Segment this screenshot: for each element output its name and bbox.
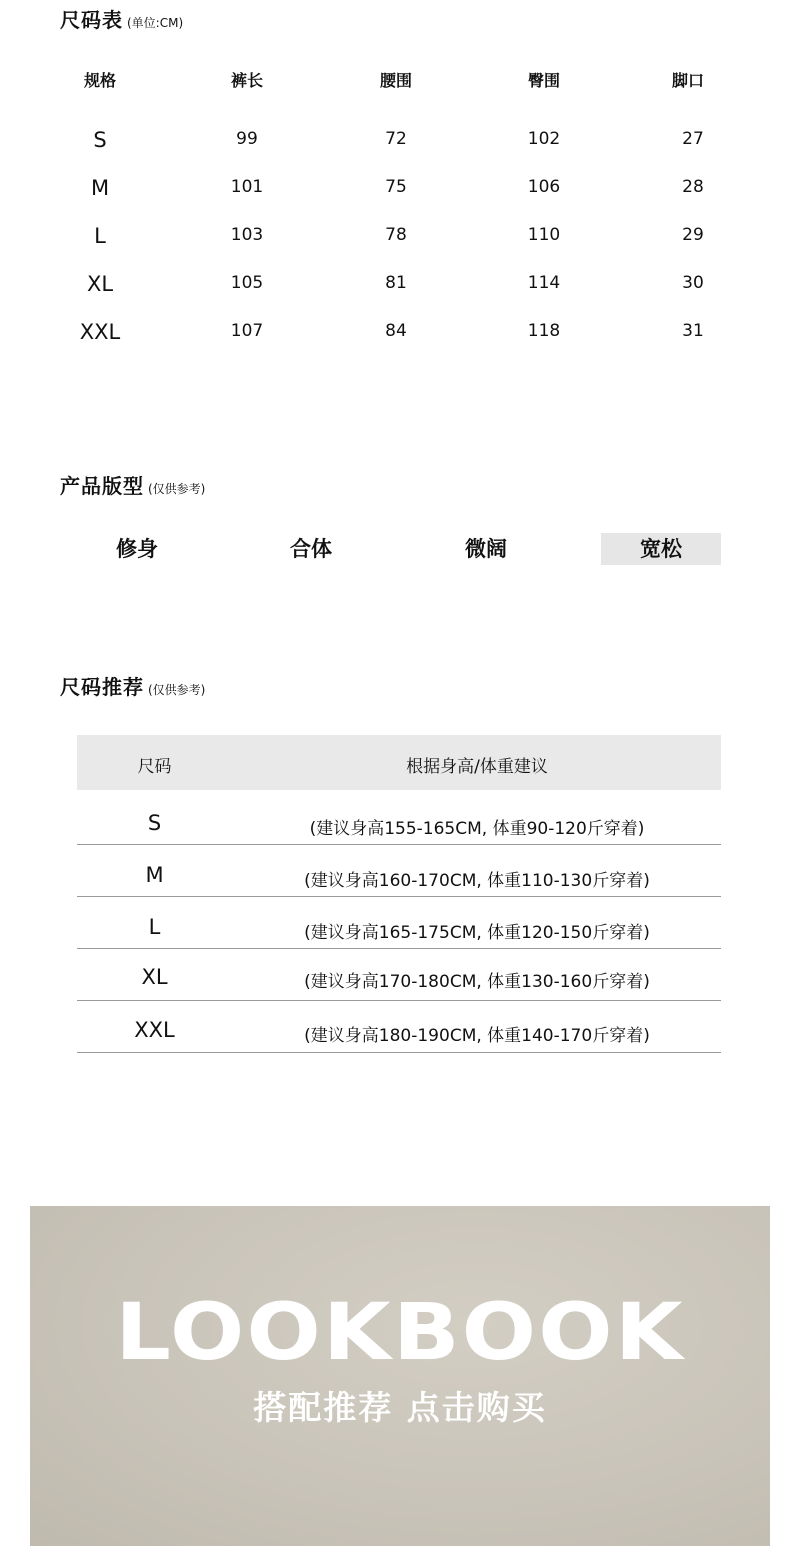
table-row xyxy=(77,793,721,845)
hip-cell: 106 xyxy=(527,177,561,197)
fit-option-slim: 修身 xyxy=(116,537,158,561)
size-cell: XXL xyxy=(79,320,121,344)
table-row xyxy=(77,897,721,949)
hem-cell: 30 xyxy=(682,273,704,293)
size-cell: L xyxy=(94,224,106,248)
size-chart-unit: (单位:CM) xyxy=(127,16,184,30)
waist-cell: 81 xyxy=(385,273,407,293)
hip-cell: 114 xyxy=(527,273,561,293)
table-row xyxy=(77,845,721,897)
recommend-advice: (建议身高180-190CM, 体重140-170斤穿着) xyxy=(304,1026,650,1046)
fit-option-loose-selected: 宽松 xyxy=(601,533,721,565)
fit-option-regular: 合体 xyxy=(290,537,332,561)
length-cell: 99 xyxy=(236,129,258,149)
hip-cell: 110 xyxy=(527,225,561,245)
fit-option-slightly-wide: 微阔 xyxy=(465,537,507,561)
size-chart-title xyxy=(60,4,183,33)
size-cell: S xyxy=(93,128,107,152)
lookbook-banner[interactable] xyxy=(30,1206,770,1546)
recommend-advice: (建议身高160-170CM, 体重110-130斤穿着) xyxy=(304,871,650,891)
fit-note: (仅供参考) xyxy=(148,482,206,496)
size-cell: M xyxy=(90,176,110,200)
size-chart-title-text: 尺码表 xyxy=(60,8,123,32)
recommend-size: L xyxy=(148,915,161,939)
header-length: 裤长 xyxy=(230,71,263,90)
hem-cell: 27 xyxy=(682,129,704,149)
table-row xyxy=(77,1001,721,1053)
fit-title xyxy=(60,470,205,499)
waist-cell: 84 xyxy=(385,321,407,341)
recommend-size: S xyxy=(147,811,162,835)
hip-cell: 118 xyxy=(527,321,561,341)
recommend-advice: (建议身高165-175CM, 体重120-150斤穿着) xyxy=(304,923,650,943)
waist-cell: 72 xyxy=(385,129,407,149)
length-cell: 101 xyxy=(230,177,264,197)
lookbook-title: LOOKBOOK xyxy=(115,1288,685,1378)
header-waist: 腰围 xyxy=(379,71,412,90)
recommend-table-header xyxy=(77,735,721,790)
fit-title-text: 产品版型 xyxy=(60,474,144,498)
length-cell: 103 xyxy=(230,225,264,245)
lookbook-cta[interactable]: 搭配推荐 点击购买 xyxy=(253,1388,547,1427)
recommend-size: M xyxy=(145,863,164,887)
recommend-size: XL xyxy=(141,965,168,989)
recommend-title-text: 尺码推荐 xyxy=(60,675,144,699)
waist-cell: 78 xyxy=(385,225,407,245)
table-row xyxy=(77,949,721,1001)
waist-cell: 75 xyxy=(385,177,407,197)
header-spec: 规格 xyxy=(83,71,116,90)
size-cell: XL xyxy=(86,272,114,296)
recommend-title xyxy=(60,671,205,700)
header-hip: 臀围 xyxy=(527,71,560,90)
hip-cell: 102 xyxy=(527,129,561,149)
hem-cell: 29 xyxy=(682,225,704,245)
recommend-advice: (建议身高155-165CM, 体重90-120斤穿着) xyxy=(309,819,645,839)
recommend-note: (仅供参考) xyxy=(148,683,206,697)
recommend-advice: (建议身高170-180CM, 体重130-160斤穿着) xyxy=(304,972,650,992)
length-cell: 105 xyxy=(230,273,264,293)
hem-cell: 28 xyxy=(682,177,704,197)
header-size: 尺码 xyxy=(137,757,172,777)
header-advice: 根据身高/体重建议 xyxy=(406,757,548,777)
recommend-size: XXL xyxy=(134,1018,175,1042)
hem-cell: 31 xyxy=(682,321,704,341)
length-cell: 107 xyxy=(230,321,264,341)
header-hem: 脚口 xyxy=(671,71,704,90)
